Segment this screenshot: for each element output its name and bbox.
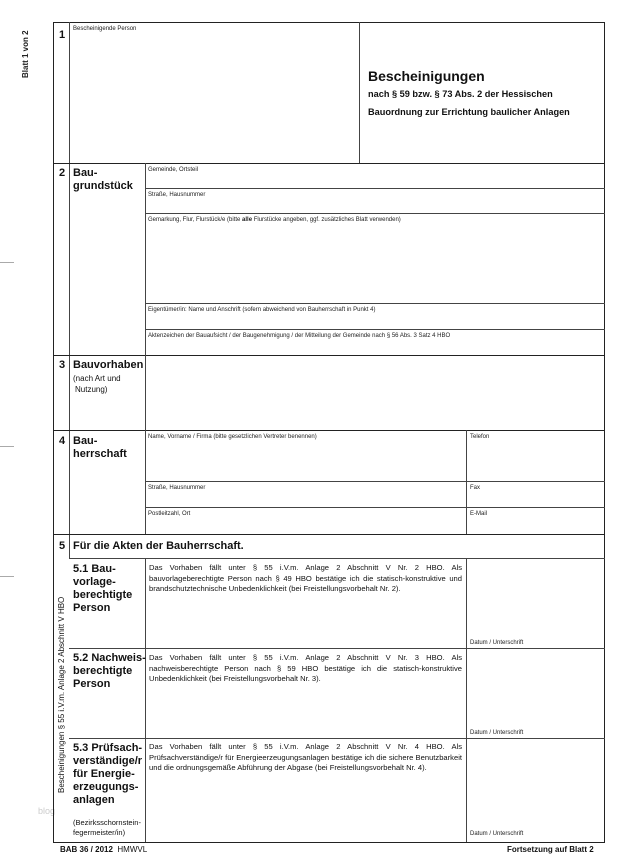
section-title: Bau- herrschaft [73,435,127,460]
municipality-field[interactable] [146,175,604,187]
signature-label: Datum / Unterschrift [470,730,524,736]
construction-project-field[interactable] [146,356,604,429]
owner-label: Eigentümer/in: Name und Anschrift (sofern abweichend von Bauherrschaft in Punkt 4) [148,307,376,313]
fax-field[interactable] [467,493,604,506]
section-number: 4 [59,435,66,447]
subsection-title: 5.3 Prüfsach- verständige/r für Energie- erzeugungs- anlagen [73,742,143,806]
fax-label: Fax [470,485,481,491]
section-number: 3 [59,359,66,371]
municipality-label: Gemeinde, Ortsteil [148,167,199,173]
owner-field[interactable] [146,315,604,328]
section-title: Bauvorhaben [73,359,144,371]
section-title: Für die Akten der Bauherrschaft. [73,540,244,552]
section-number: 5 [59,540,66,552]
street-label: Straße, Hausnummer [148,192,206,198]
certification-text: Das Vorhaben fällt unter § 55 i.V.m. Anlage 2 Abschnitt V Nr. 2 HBO. Als bauvorlageberechtigte Person nach § 49 HBO bestätige ich die statisch-konstruktive und brandschutztechnische Unbedenklichkeit (bei Freistellungsvorbehalt Nr. 2). [149,563,462,594]
form-title: Bescheinigungen [368,68,485,84]
subsection-title: 5.1 Bau- vorlage- berechtigte Person [73,563,133,614]
signature-field[interactable] [467,649,604,726]
section-subtitle: (nach Art und Nutzung) [73,374,121,394]
continuation-note: Fortsetzung auf Blatt 2 [507,845,594,854]
client-street-label: Straße, Hausnummer [148,485,206,491]
signature-field[interactable] [467,559,604,636]
form-subtitle-line-2: Bauordnung zur Errichtung baulicher Anlagen [368,107,570,117]
parcel-label: Gemarkung, Flur, Flurstück/e (bitte alle Flurstücke angeben, ggf. zusätzliches Blatt verwenden) [148,217,401,223]
subsection-subtitle: (Bezirksschornstein- fegermeister/in) [73,818,141,837]
margin-fold-mark [0,262,14,263]
postal-code-label: Postleitzahl, Ort [148,511,191,517]
subsection-title: 5.2 Nachweis- berechtigte Person [73,652,146,690]
sheet-label: Blatt 1 von 2 [21,30,30,78]
client-name-label: Name, Vorname / Firma (bitte gesetzlichen Vertreter benennen) [148,434,317,440]
signature-field[interactable] [467,739,604,827]
certification-text: Das Vorhaben fällt unter § 55 i.V.m. Anlage 2 Abschnitt V Nr. 3 HBO. Als nachweisberechtigte Person nach § 59 HBO bestätige ich die statisch-konstruktive Unbedenklichkeit (bei Freistellungsvorbehalt Nr. 3). [149,653,462,684]
postal-code-field[interactable] [146,519,465,533]
margin-fold-mark [0,446,14,447]
section-title: Bau- grundstück [73,167,133,192]
file-reference-label: Aktenzeichen der Bauaufsicht / der Baugenehmigung / der Mitteilung der Gemeinde nach § 56 Abs. 3 Satz 4 HBO [148,333,451,339]
form-code: BAB 36 / 2012 HMWVL [60,845,148,854]
signature-label: Datum / Unterschrift [470,831,524,837]
client-street-field[interactable] [146,493,465,506]
file-reference-field[interactable] [146,341,604,354]
certification-text: Das Vorhaben fällt unter § 55 i.V.m. Anlage 2 Abschnitt V Nr. 4 HBO. Als Prüfsachverständige/r für Energieerzeugungsanlagen bestätige ich die sichere Benutzbarkeit und die ordnungsgemäße Abführung der Abgase (bei Freistellungsvorbehalt Nr. 4). [149,742,462,773]
vertical-section-label: Bescheinigungen § 55 i.V.m. Anlage 2 Abschnitt V HBO [57,596,66,793]
margin-fold-mark [0,576,14,577]
signature-label: Datum / Unterschrift [470,640,524,646]
email-label: E-Mail [470,511,488,517]
section-number: 2 [59,167,66,179]
phone-field[interactable] [467,442,604,480]
section-number: 1 [59,29,66,41]
parcel-field[interactable] [146,225,604,302]
form-subtitle-line-1: nach § 59 bzw. § 73 Abs. 2 der Hessischen [368,89,553,99]
street-field[interactable] [146,200,604,212]
phone-label: Telefon [470,434,490,440]
certifying-person-label: Bescheinigende Person [73,26,137,32]
certifying-person-field[interactable] [73,36,357,161]
watermark: blog [38,806,56,816]
client-name-field[interactable] [146,442,465,480]
email-field[interactable] [467,519,604,533]
